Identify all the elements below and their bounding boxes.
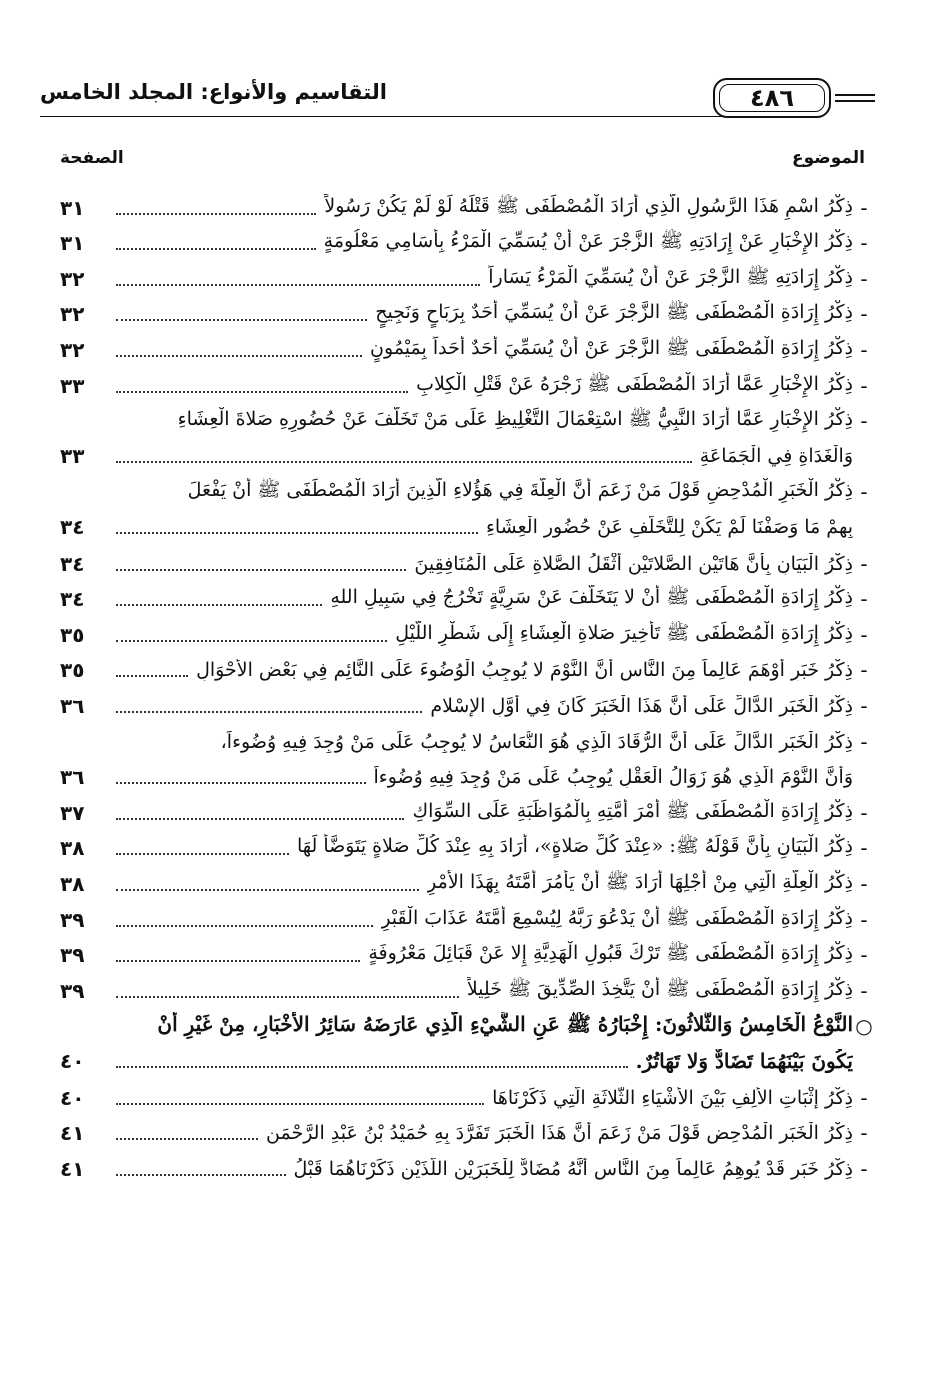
toc-entry — [60, 546, 875, 581]
dot-leader — [116, 1126, 258, 1140]
toc-entry — [60, 332, 875, 367]
toc-page-number: ٣٩ — [60, 978, 85, 1003]
section-heading — [60, 1009, 875, 1079]
toc-entry — [60, 261, 875, 296]
toc-entry-line — [60, 546, 875, 581]
toc-page-number: ٣٣ — [60, 444, 85, 469]
toc-entry — [60, 902, 875, 937]
toc-entry-text: ذِكْرُ إِرَادَةِ الْمُصْطَفَى ﷺ أَمْرَ أُمَّتِهِ بِالْمُوَاظَبَةِ عَلَى السِّوَاكِ — [412, 799, 853, 822]
dot-leader — [116, 520, 478, 534]
toc-entry-text: ذِكْرُ الإِخْبَارِ عَنْ إِرَادَتِهِ ﷺ الزَّجْرَ عَنْ أَنْ يُسَمِّيَ الْمَرْءُ بِأَسَامِي مَعْلُومَةٍ — [323, 230, 853, 253]
toc-entry-text: ذِكْرُ خَبَرٍ قَدْ يُوهِمُ عَالِماً مِنَ النَّاسِ أَنَّهُ مُضَادٌّ لِلْخَبَرَيْنِ اللَّذَيْنِ ذَكَرْنَاهُمَا قَبْلُ — [293, 1157, 853, 1180]
toc-entry — [60, 475, 875, 545]
dot-leader — [116, 236, 316, 250]
toc-entry-line — [60, 759, 875, 794]
header-ornament-lines — [835, 94, 875, 106]
entry-bullet: - — [860, 587, 868, 612]
entry-bullet: - — [860, 551, 868, 576]
entry-bullet: - — [860, 871, 868, 896]
entry-bullet: - — [860, 658, 868, 683]
toc-entry — [60, 1116, 875, 1151]
toc-entry-line — [60, 1151, 875, 1186]
entry-bullet: - — [860, 693, 868, 718]
toc-entry-line — [60, 510, 875, 545]
toc-entry — [60, 190, 875, 225]
toc-page-number: ٣٤ — [60, 587, 85, 612]
toc-entry — [60, 795, 875, 830]
toc-entry-line — [60, 795, 875, 830]
entry-bullet: - — [860, 409, 868, 434]
dot-leader — [116, 913, 373, 927]
entry-bullet: - — [860, 480, 868, 505]
entry-bullet: - — [860, 836, 868, 861]
dot-leader — [116, 592, 322, 606]
toc-entry-text: وَأَنَّ النَّوْمَ الَّذِي هُوَ زَوَالُ الْعَقْلِ يُوجِبُ عَلَى مَنْ وُجِدَ فِيهِ وُضُوءاً — [373, 765, 853, 788]
toc-entry-text: ذِكْرُ الْعِلَّةِ الَّتِي مِنْ أَجْلِهَا أَرَادَ ﷺ أَنْ يَأْمُرَ أُمَّتَهُ بِهَذَا الأَمْرِ — [427, 870, 853, 893]
section-bullet: ○ — [855, 1014, 873, 1039]
toc-page-number: ٤١ — [60, 1156, 85, 1181]
entry-bullet: - — [860, 373, 868, 398]
toc-entry-line — [60, 831, 875, 866]
toc-entry-text: ذِكْرُ الْخَبَرِ الدَّالِّ عَلَى أَنَّ الرُّقَادَ الَّذِي هُوَ النُّعَاسُ لا يُوجِبُ عَلَى مَنْ وُجِدَ فِيهِ وُضُوءاً، — [220, 730, 853, 753]
toc-entry — [60, 866, 875, 901]
entry-bullet: - — [860, 1085, 868, 1110]
toc-entry — [60, 617, 875, 652]
header-rule — [40, 116, 780, 117]
toc-page-number: ٣١ — [60, 231, 85, 256]
toc-entry — [60, 653, 875, 688]
dot-leader — [116, 770, 366, 784]
toc-entry-text: ذِكْرُ اسْمِ هَذَا الرَّسُولِ الَّذِي أَرَادَ الْمُصْطَفَى ﷺ قَتْلَهُ لَوْ لَمْ يَكُنْ رَسُولاً — [324, 194, 853, 217]
toc-entry — [60, 226, 875, 261]
toc-entry-line — [60, 688, 875, 723]
page-number-frame — [713, 78, 831, 118]
entry-bullet: - — [860, 907, 868, 932]
dot-leader — [116, 449, 692, 463]
toc-page-number: ٣٣ — [60, 373, 85, 398]
toc-entry — [60, 404, 875, 474]
toc-entry-line — [60, 973, 875, 1008]
toc-page-number: ٣٥ — [60, 658, 85, 683]
column-header-page: الصفحة — [60, 148, 124, 168]
toc-entry — [60, 831, 875, 866]
toc-entry-line — [60, 439, 875, 474]
toc-page-number: ٣٢ — [60, 266, 85, 291]
toc-entry — [60, 1151, 875, 1186]
toc-entry-text: ذِكْرُ إِرَادَةِ الْمُصْطَفَى ﷺ تَرْكَ قَبُولِ الْهَدِيَّةِ إِلا عَنْ قَبَائِلَ مَعْرُوفَةٍ — [368, 942, 853, 965]
toc-page-number: ٣١ — [60, 195, 85, 220]
toc-page-number: ٣٩ — [60, 943, 85, 968]
toc-entry — [60, 688, 875, 723]
toc-entry-line — [60, 1044, 875, 1079]
toc-entry-text: وَالْغَدَاةِ فِي الْجَمَاعَةِ — [699, 445, 853, 468]
toc-entry-line — [60, 404, 875, 439]
toc-entry-text: ذِكْرُ إِرَادَةِ الْمُصْطَفَى ﷺ أَنْ يَدْعُوَ رَبَّهُ لِيُسْمِعَ أُمَّتَهُ عَذَابَ الْقَبْرِ — [381, 906, 853, 929]
toc-entry-line — [60, 190, 875, 225]
dot-leader — [116, 1162, 286, 1176]
toc-entry — [60, 297, 875, 332]
entry-bullet: - — [860, 231, 868, 256]
toc-page-number: ٤٠ — [60, 1049, 85, 1074]
toc-entry-line — [60, 332, 875, 367]
dot-leader — [116, 379, 408, 393]
toc-entry-line — [60, 653, 875, 688]
toc-entry — [60, 582, 875, 617]
toc-entry-line — [60, 866, 875, 901]
toc-entry-line — [60, 1009, 875, 1044]
entry-bullet: - — [860, 1121, 868, 1146]
toc-page-number: ٣٧ — [60, 800, 85, 825]
toc-entry-line — [60, 617, 875, 652]
dot-leader — [116, 1091, 484, 1105]
toc-page-number: ٣٨ — [60, 871, 85, 896]
dot-leader — [116, 307, 367, 321]
toc-entry-text: ذِكْرُ الْخَبَرِ الدَّالِّ عَلَى أَنَّ هَذَا الْخَبَرَ كَانَ فِي أَوَّلِ الإِسْلامِ — [430, 694, 853, 717]
toc-page-number: ٣٩ — [60, 907, 85, 932]
dot-leader — [116, 272, 480, 286]
toc-page-number: ٣٤ — [60, 515, 85, 540]
dot-leader — [116, 841, 289, 855]
toc-entry-line — [60, 1080, 875, 1115]
toc-entry-line — [60, 938, 875, 973]
toc-entry-text: ذِكْرُ خَبَرٍ أَوْهَمَ عَالِماً مِنَ النَّاسِ أَنَّ النَّوْمَ لا يُوجِبُ الْوُضُوءَ عَلَى النَّائِمِ فِي بَعْضِ الأَحْوَالِ — [196, 659, 853, 682]
toc-entry-text: بِهِمْ مَا وَصَفْنَا لَمْ يَكُنْ لِلتَّخَلُّفِ عَنْ حُضُورِ الْعِشَاءِ — [485, 516, 853, 539]
toc-entry-text: ذِكْرُ الإِخْبَارِ عَمَّا أَرَادَ النَّبِيُّ ﷺ اسْتِعْمَالَ التَّغْلِيظِ عَلَى مَنْ تَخَلَّفَ عَنْ حُضُورِهِ صَلاةَ الْعِشَاءِ — [177, 408, 853, 431]
toc-page-number: ٣٦ — [60, 693, 85, 718]
entry-bullet: - — [860, 337, 868, 362]
toc-entry — [60, 1080, 875, 1115]
toc-entry-text: ذِكْرُ الْخَبَرِ الْمُدْحِضِ قَوْلَ مَنْ زَعَمَ أَنَّ هَذَا الْخَبَرَ تَفَرَّدَ بِهِ حُمَيْدُ بْنُ عَبْدِ الرَّحْمَنِ — [266, 1122, 853, 1145]
toc-page-number: ٤٠ — [60, 1085, 85, 1110]
toc-entry-text: ذِكْرُ إِرَادَةِ الْمُصْطَفَى ﷺ أَنْ لا يَتَخَلَّفَ عَنْ سَرِيَّةٍ تَخْرُجُ فِي سَبِيلِ اللهِ — [330, 586, 853, 609]
entry-bullet: - — [860, 1156, 868, 1181]
entry-bullet: - — [860, 800, 868, 825]
dot-leader — [116, 699, 422, 713]
dot-leader — [116, 1054, 628, 1068]
toc-entry — [60, 724, 875, 794]
entry-bullet: - — [860, 943, 868, 968]
page-number: ٤٨٦ — [719, 84, 825, 112]
dot-leader — [116, 984, 459, 998]
toc-entry-line — [60, 1116, 875, 1151]
toc-entry-line — [60, 297, 875, 332]
running-title: التقاسيم والأنواع: المجلد الخامس — [40, 80, 387, 104]
entry-bullet: - — [860, 195, 868, 220]
toc-entry-text: ذِكْرُ الْخَبَرِ الْمُدْحِضِ قَوْلَ مَنْ زَعَمَ أَنَّ الْعِلَّةَ فِي هَؤُلاءِ الَّذِينَ أَرَادَ الْمُصْطَفَى ﷺ أَنْ يَفْعَلَ — [187, 479, 853, 502]
toc-entry-line — [60, 582, 875, 617]
column-header-topic: الموضوع — [792, 148, 865, 168]
dot-leader — [116, 557, 406, 571]
toc-entry-text: يَكُونَ بَيْنَهُمَا تَضَادٌّ وَلا تَهَاتُرٌ. — [635, 1049, 853, 1074]
toc-entry-text: ذِكْرُ إِرَادَةِ الْمُصْطَفَى ﷺ تَأْخِيرَ صَلاةِ الْعِشَاءِ إِلَى شَطْرِ اللَّيْلِ — [395, 621, 853, 644]
toc-entry-text: ذِكْرُ الْبَيَانِ بِأَنَّ قَوْلَهُ ﷺ: «عِنْدَ كُلِّ صَلاةٍ»، أَرَادَ بِهِ عِنْدَ كُلِّ صَلاةٍ يَتَوَضَّأُ لَهَا — [296, 835, 853, 858]
toc-entry-line — [60, 475, 875, 510]
entry-bullet: - — [860, 302, 868, 327]
toc-entry-text: ذِكْرُ إِرَادَةِ الْمُصْطَفَى ﷺ الزَّجْرَ عَنْ أَنْ يُسَمِّيَ أَحَدٌ أَحَداً بِمَيْمُونٍ — [370, 336, 853, 359]
dot-leader — [116, 877, 419, 891]
entry-bullet: - — [860, 729, 868, 754]
toc-page-number: ٣٤ — [60, 551, 85, 576]
toc-entry-text: ذِكْرُ إِرَادَةِ الْمُصْطَفَى ﷺ الزَّجْرَ عَنْ أَنْ يُسَمِّيَ أَحَدٌ بِرَبَاحٍ وَنَجِيحٍ — [375, 301, 853, 324]
entry-bullet: - — [860, 978, 868, 1003]
toc-entry-text: ذِكْرُ الْبَيَانِ بِأَنَّ هَاتَيْنِ الصَّلاتَيْنِ أَثْقَلُ الصَّلاةِ عَلَى الْمُنَافِقِينَ — [414, 552, 853, 575]
dot-leader — [116, 628, 387, 642]
toc-page-number: ٣٢ — [60, 302, 85, 327]
dot-leader — [116, 663, 188, 677]
toc-entry-line — [60, 226, 875, 261]
dot-leader — [116, 948, 360, 962]
toc-entry-line — [60, 724, 875, 759]
toc-page-number: ٣٦ — [60, 764, 85, 789]
toc-page-number: ٣٥ — [60, 622, 85, 647]
toc-entry — [60, 368, 875, 403]
toc-entry-line — [60, 261, 875, 296]
toc-entry-text: ذِكْرُ إِرَادَتِهِ ﷺ الزَّجْرَ عَنْ أَنْ يُسَمِّيَ الْمَرْءُ يَسَاراً — [488, 265, 853, 288]
entry-bullet: - — [860, 266, 868, 291]
toc-entry-text: النَّوْعُ الْخَامِسُ وَالثَّلاثُونَ: إِخْبَارُهُ ﷺ عَنِ الشَّيْءِ الَّذِي عَارَضَهُ سَائِرُ الأَخْبَارِ، مِنْ غَيْرِ أَنْ — [157, 1011, 853, 1036]
toc-page-number: ٣٨ — [60, 836, 85, 861]
toc-page-number: ٤١ — [60, 1121, 85, 1146]
toc-entry-text: ذِكْرُ الإِخْبَارِ عَمَّا أَرَادَ الْمُصْطَفَى ﷺ زَجْرَهُ عَنْ قَتْلِ الْكِلابِ — [416, 372, 853, 395]
toc-entry-line — [60, 902, 875, 937]
toc-page-number: ٣٢ — [60, 337, 85, 362]
dot-leader — [116, 806, 404, 820]
dot-leader — [116, 343, 362, 357]
toc-entry — [60, 938, 875, 973]
toc-entry — [60, 973, 875, 1008]
toc-entry-text: ذِكْرُ إِرَادَةِ الْمُصْطَفَى ﷺ أَنْ يَتَّخِذَ الصِّدِّيقَ ﷺ خَلِيلاً — [466, 977, 853, 1000]
dot-leader — [116, 201, 316, 215]
entry-bullet: - — [860, 622, 868, 647]
toc-entry-line — [60, 368, 875, 403]
toc-entry-text: ذِكْرُ إِثْبَاتِ الأَلِفِ بَيْنَ الأَشْيَاءِ الثَّلاثَةِ الَّتِي ذَكَرْنَاهَا — [492, 1086, 853, 1109]
